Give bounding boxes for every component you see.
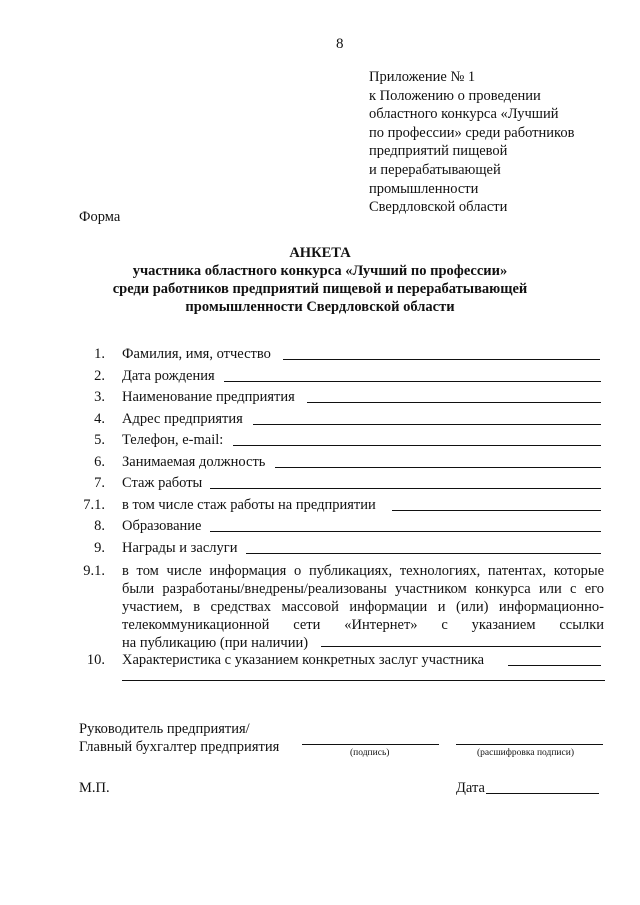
field-number: 3. [94, 389, 105, 405]
appendix-line: по профессии» среди работников [369, 124, 575, 141]
form-label: Форма [79, 209, 121, 225]
appendix-note [369, 68, 574, 217]
field-number: 9.1. [83, 563, 105, 579]
page-number: 8 [336, 36, 344, 52]
company-experience-field[interactable] [392, 510, 601, 511]
publications-description [122, 562, 604, 652]
field-label: Адрес предприятия [122, 411, 243, 427]
questionnaire-title [0, 244, 640, 316]
work-experience-field[interactable] [210, 488, 601, 489]
field-label: Дата рождения [122, 368, 215, 384]
date-field[interactable] [486, 793, 599, 794]
field-label: Занимаемая должность [122, 454, 266, 470]
field-label: Стаж работы [122, 475, 203, 491]
appendix-line: областного конкурса «Лучший [369, 106, 559, 123]
title-line: участника областного конкурса «Лучший по профессии» [132, 263, 508, 279]
field-number: 4. [94, 411, 105, 427]
field-number: 8. [94, 518, 105, 534]
awards-field[interactable] [246, 553, 601, 554]
title-line: АНКЕТА [289, 245, 351, 261]
appendix-line: предприятий пищевой [369, 143, 508, 160]
signature-line[interactable] [302, 744, 439, 745]
characteristic-continuation-line[interactable] [122, 680, 605, 681]
education-field[interactable] [210, 531, 601, 532]
appendix-line: Свердловской области [369, 199, 508, 216]
stamp-label: М.П. [79, 780, 110, 796]
field-label: Телефон, e-mail: [122, 432, 224, 448]
date-label: Дата [456, 780, 485, 796]
field-label: Характеристика с указанием конкретных заслуг участника [122, 652, 485, 668]
signatory-title: Главный бухгалтер предприятия [79, 739, 280, 755]
paragraph-line: на публикацию (при наличии) [122, 635, 309, 651]
appendix-line: промышленности [369, 180, 479, 197]
field-label: в том числе стаж работы на предприятии [122, 497, 376, 513]
company-address-field[interactable] [253, 424, 601, 425]
decode-caption: (расшифровка подписи) [477, 748, 574, 758]
field-label: Образование [122, 518, 202, 534]
full-name-field[interactable] [283, 359, 600, 360]
field-number: 10. [86, 652, 105, 668]
position-field[interactable] [275, 467, 601, 468]
publications-field[interactable] [321, 646, 601, 647]
field-label: Награды и заслуги [122, 540, 238, 556]
company-name-field[interactable] [307, 402, 601, 403]
field-number: 7.1. [83, 497, 105, 513]
birth-date-field[interactable] [224, 381, 601, 382]
title-line: среди работников предприятий пищевой и перерабатывающей [112, 281, 528, 297]
field-label: Фамилия, имя, отчество [122, 346, 271, 362]
signatory-title: Руководитель предприятия/ [79, 721, 250, 737]
field-number: 5. [94, 432, 105, 448]
signature-caption: (подпись) [350, 748, 390, 758]
characteristic-field[interactable] [508, 665, 601, 666]
field-number: 6. [94, 454, 105, 470]
phone-email-field[interactable] [233, 445, 601, 446]
paragraph-line: телекоммуникационной сети «Интернет» с указанием ссылки [122, 617, 604, 633]
field-number: 1. [94, 346, 105, 362]
appendix-line: и перерабатывающей [369, 161, 501, 178]
field-number: 2. [94, 368, 105, 384]
paragraph-line: были разработаны/внедрены/реализованы участником конкурса или с его [122, 581, 604, 597]
paragraph-line: в том числе информация о публикациях, технологиях, патентах, которые [122, 563, 604, 579]
appendix-line: к Положению о проведении [369, 87, 541, 104]
field-label: Наименование предприятия [122, 389, 295, 405]
title-line: промышленности Свердловской области [185, 299, 455, 315]
appendix-line: Приложение № 1 [369, 69, 476, 85]
field-number: 7. [94, 475, 105, 491]
paragraph-line: участием, в средствах массовой информации и (или) информационно- [122, 599, 604, 615]
signature-decode-line[interactable] [456, 744, 603, 745]
field-number: 9. [94, 540, 105, 556]
